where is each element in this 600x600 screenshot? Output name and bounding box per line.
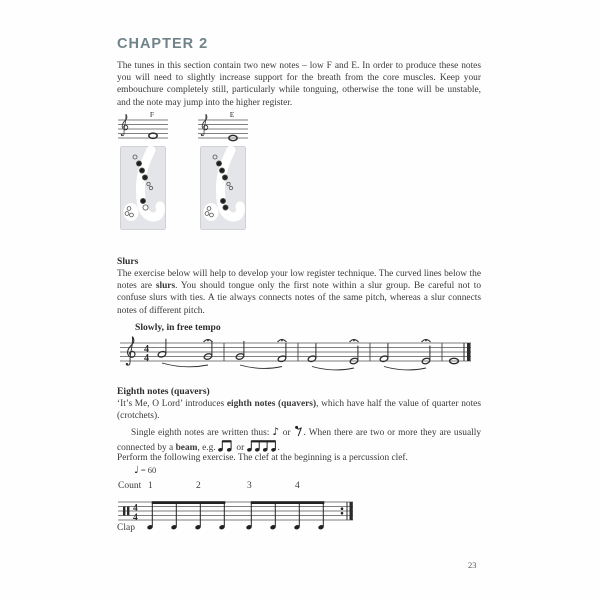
slurs-text-1: The exercise below will help to develop your low register technique. The curved lines below the notes are — [117, 269, 481, 292]
or-text: or — [236, 443, 245, 454]
fingering-diagram-f — [116, 108, 170, 234]
key-circle-rh1 — [220, 198, 225, 203]
chapter-heading: CHAPTER 2 — [117, 36, 209, 52]
svg-text:4: 4 — [144, 352, 149, 364]
beamed-pair-icon — [218, 439, 234, 452]
key-circle-lh2 — [139, 168, 144, 173]
slurs-heading: Slurs — [117, 256, 139, 267]
eighth-p1-text-1: ‘It’s Me, O Lord’ introduces — [117, 399, 227, 409]
treble-clef-icon — [201, 114, 208, 136]
fermata-icon — [350, 340, 359, 343]
half-note — [349, 346, 358, 365]
eighth-p1-bold: eighth notes (quavers) — [226, 399, 317, 409]
eighth-p2-text-2: . When there are two or more they are usually connected by a — [117, 428, 482, 454]
sax-fingering-chart — [121, 147, 166, 230]
beam — [251, 501, 324, 504]
quarter-note-icon: ♩ — [134, 465, 139, 476]
perform-paragraph: Perform the following exercise. The clef at the beginning is a percussion clef. — [117, 453, 408, 463]
key-circle-lh2 — [219, 168, 224, 173]
fermata-icon — [204, 340, 213, 343]
clap-label: Clap — [117, 523, 135, 533]
treble-clef-icon — [121, 114, 128, 136]
count-number-3: 3 — [247, 481, 252, 491]
count-label: Count — [118, 481, 142, 491]
fingering-diagram-e — [196, 108, 250, 234]
sax-fingering-chart — [201, 147, 246, 230]
half-note — [277, 343, 286, 362]
half-note — [379, 343, 388, 362]
staff-lines — [118, 502, 353, 520]
eighth-p2-bold: beam — [175, 443, 198, 454]
tempo-marking — [134, 465, 156, 476]
slurs-text-2: . You should tongue only the first note within a slur group. Be careful not to confuse slurs with ties. A tie always connects notes of the same pitch, whereas a slur connects notes of different pitch. — [117, 281, 482, 316]
note-name-label: E — [229, 110, 235, 119]
key-circle-lh1 — [136, 161, 141, 166]
half-note — [203, 341, 212, 360]
count-number-1: 1 — [148, 481, 153, 491]
key-circle-rh1 — [140, 198, 145, 203]
svg-text:4: 4 — [133, 503, 138, 514]
svg-text:4: 4 — [133, 512, 138, 523]
staff-lines — [120, 343, 471, 361]
slurs-bold-word: slurs — [155, 281, 176, 292]
slur-arc — [162, 363, 208, 367]
note-name-label: F — [149, 110, 155, 119]
eighth-p2-period: . — [277, 443, 280, 454]
fermata-icon — [422, 340, 431, 343]
page-number: 23 — [468, 560, 477, 570]
count-number-4: 4 — [295, 481, 300, 491]
whole-note — [149, 133, 157, 138]
clap-exercise-staff — [116, 492, 366, 538]
half-note — [421, 346, 430, 365]
eighth-p2-text-1: Single eighth notes are written thus: — [131, 428, 273, 438]
key-circle-rh2 — [223, 205, 228, 210]
half-note — [235, 341, 244, 360]
key-circle-lh3 — [222, 175, 227, 180]
eighth-notes-heading: Eighth notes (quavers) — [117, 386, 210, 397]
time-signature — [133, 504, 138, 523]
eighth-note-icon: ♪ — [272, 426, 280, 438]
beamed-four-icon — [247, 439, 278, 452]
slur-exercise-staff — [120, 335, 472, 377]
slur-arc — [384, 367, 426, 370]
count-number-2: 2 — [196, 481, 201, 491]
fermata-icon — [278, 340, 287, 343]
slurs-paragraph — [117, 268, 481, 317]
key-circle-lh3 — [142, 175, 147, 180]
slur-arc — [240, 365, 282, 368]
tempo-value: = 60 — [140, 465, 157, 475]
eighth-rest-icon — [294, 424, 304, 437]
slur-arc — [312, 367, 354, 370]
half-note — [307, 343, 316, 362]
half-note — [157, 339, 166, 358]
svg-text:4: 4 — [144, 343, 149, 355]
tempo-heading: Slowly, in free tempo — [135, 322, 221, 333]
intro-paragraph: The tunes in this section contain two new notes – low F and E. In order to produce these notes you will need to slightly increase support for the breath from the core muscles. Keep your embouchure completely still, particularly while tonguing, otherwise the tone will be unstable, and the note may jump into the higher register. — [117, 61, 481, 108]
or-text: or — [282, 428, 291, 438]
eighth-paragraph-2 — [117, 424, 481, 454]
eighth-paragraph-1 — [117, 398, 481, 422]
key-circle-lh1 — [216, 161, 221, 166]
eighth-p1-text-2: , which have half the value of quarter notes (crotchets). — [117, 399, 481, 422]
eighth-p2-text-3: , e.g. — [197, 443, 216, 454]
beam — [152, 501, 226, 504]
time-signature — [144, 344, 149, 364]
